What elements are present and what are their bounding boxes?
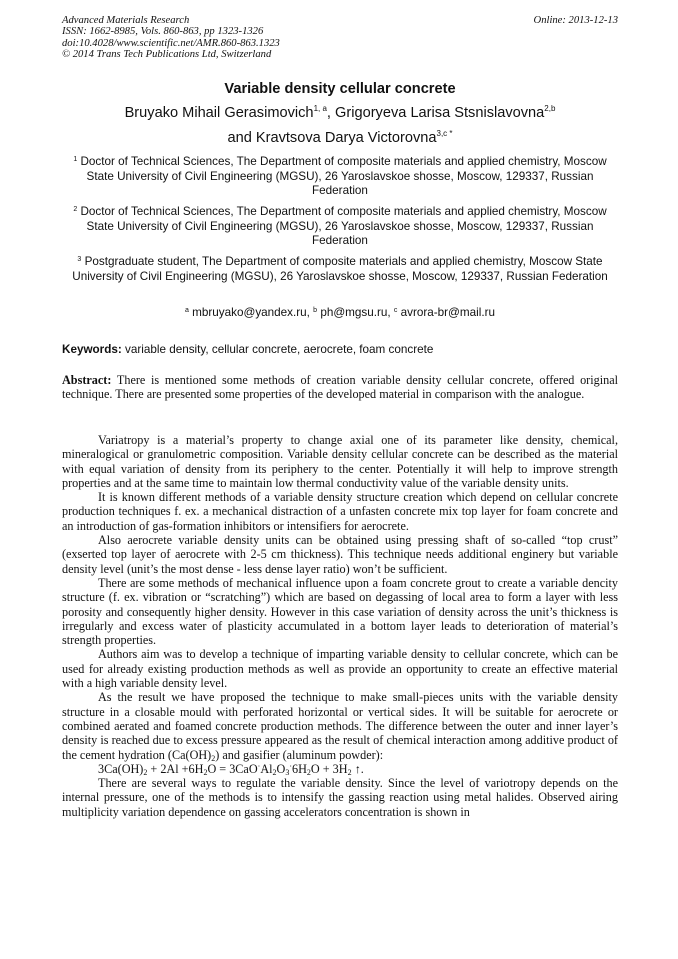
eq-part: ↑. [351, 761, 364, 776]
paragraph-4: There are some methods of mechanical influence upon a foam concrete grout to create a variable dencity structure (f. ex. vibration or “scratching”) which are based on degassing of local area to form a layer with less porosity and consequently higher density. However in this case variation of density across the unit’s thickness is irregularly and excess water of plasticity accumulated in a bottom layer leads to deterioration of material’s strength properties. [62, 575, 618, 648]
affiliation-2-text: Doctor of Technical Sciences, The Department of composite materials and applied chemistry, Moscow State University of Civil Engineering (MGSU), 26 Yaroslavskoe shosse, Moscow, 129337, Russian Federation [80, 205, 607, 248]
eq-sub: 2 [347, 767, 352, 777]
author-2-affil: 2,b [544, 104, 556, 113]
email-b-marker: b [313, 307, 318, 314]
eq-sub: 2 [143, 767, 148, 777]
paragraph-5: Authors aim was to develop a technique of imparting variable density to cellular concrete, which can be used for already existing production methods as well as provide an opportunity to create an effective material with a high variable density level. [62, 647, 618, 691]
online-date: Online: 2013-12-13 [533, 15, 618, 26]
affiliation-1 [62, 155, 618, 199]
author-list [62, 101, 618, 151]
affiliation-3 [62, 255, 618, 284]
eq-part: + 2Al +6H [147, 761, 204, 776]
eq-part: 3Ca(OH) [98, 761, 144, 776]
paragraph-6 [62, 690, 618, 761]
paragraph-1: Variatropy is a material’s property to change axial one of its parameter like density, chemical, mineralogical or granulometric composition. Variable density cellular concrete can be described as the material with equal variation of density from its periphery to the center. Potentially it will help to improve strength properties and at the same time to maintain low thermal conductivity value of the variable density units. [62, 433, 618, 490]
email-line [62, 306, 618, 320]
author-and: and [227, 130, 256, 146]
eq-dot: · [257, 761, 261, 771]
author-1: Bruyako Mihail Gerasimovich [124, 105, 314, 121]
keywords-text: variable density, cellular concrete, aerocrete, foam concrete [121, 343, 434, 356]
eq-part: 6H [291, 761, 307, 776]
email-c[interactable]: avrora-br@mail.ru [400, 306, 495, 319]
eq-part: Al [260, 761, 273, 776]
journal-name: Advanced Materials Research [62, 15, 190, 26]
doi-line[interactable]: doi:10.4028/www.scientific.net/AMR.860-863.1323 [62, 37, 280, 49]
paragraph-2: It is known different methods of a variable density structure creation which depend on cellular concrete production techniques f. ex. a mechanical distraction of a unfasten concrete mix top layer for foam concrete and an introduction of gas-formation inhibitors or intensifiers for aerocrete. [62, 490, 618, 533]
paragraph-3: Also aerocrete variable density units can be obtained using pressing shaft of so-called “top crust” (exserted top layer of aerocrete with 2-5 cm thickness). This technique needs additional enginery but variable density level (unit’s the most dense - less dense layer ratio) won’t be sufficient. [62, 533, 618, 576]
paragraph-6-tail: ) and gasifier (aluminum powder): [215, 747, 384, 762]
abstract-label: Abstract: [62, 373, 112, 387]
paragraph-6-text: As the result we have proposed the technique to make small-pieces units with the variable density structure in a closable mould with perforated horizontal or vertical sides. It will be suitable for aerocrete or combined aerated and foamed concrete production methods. The difference between the outer and inner layer’s density is reached due to excess pressure appeared as the result of chemical interaction among additive product of the cement hydration (Ca(OH) [62, 690, 618, 762]
issn-line: ISSN: 1662-8985, Vols. 860-863, pp 1323-1326 [62, 26, 264, 38]
author-line-1 [62, 101, 618, 126]
keywords-label: Keywords: [62, 343, 122, 356]
journal-header [62, 15, 618, 60]
eq-dot: · [289, 761, 292, 771]
email-c-marker: c [393, 307, 398, 314]
copyright-line: © 2014 Trans Tech Publications Ltd, Switzerland [62, 48, 272, 60]
keywords [62, 343, 618, 357]
paragraph-7: There are several ways to regulate the variable density. Since the level of variotropy depends on the internal pressure, one of the methods is to intensify the gassing reaction using metal halides. Observed airing multiplicity variation dependence on gassing accelerators concentration is shown in [62, 776, 618, 819]
abstract-text: There is mentioned some methods of creation variable density cellular concrete, offered original technique. There are presented some properties of the developed material in comparison with the analogue. [62, 373, 618, 402]
eq-sub: 3 [285, 767, 290, 777]
affiliation-2 [62, 205, 618, 249]
author-line-2 [62, 126, 618, 151]
email-a-marker: a [184, 307, 189, 314]
author-separator: , [326, 105, 336, 121]
affiliation-3-number: 3 [77, 256, 82, 263]
eq-sub: 2 [272, 767, 277, 777]
chemical-equation [62, 762, 618, 776]
author-1-affil: 1, a [313, 104, 327, 113]
eq-sub: 2 [203, 767, 208, 777]
eq-part: O = 3CaO [207, 761, 258, 776]
email-a[interactable]: mbruyako@yandex.ru, [192, 306, 314, 319]
affiliation-2-number: 2 [73, 206, 78, 213]
author-3: Kravtsova Darya Victorovna [255, 130, 437, 146]
eq-part: O + 3H [310, 761, 348, 776]
affiliation-1-text: Doctor of Technical Sciences, The Department of composite materials and applied chemistry, Moscow State University of Civil Engineering (MGSU), 26 Yaroslavskoe shosse, Moscow, 129337, Russian Federation [80, 155, 607, 198]
body-text [62, 433, 618, 819]
eq-part: O [276, 761, 286, 776]
affiliation-1-number: 1 [73, 156, 78, 163]
author-3-affil: 3,c * [436, 129, 453, 138]
eq-sub: 2 [306, 767, 311, 777]
email-b[interactable]: ph@mgsu.ru, [320, 306, 394, 319]
abstract [62, 373, 618, 402]
paper-title: Variable density cellular concrete [224, 81, 456, 97]
author-2: Grigoryeva Larisa Stsnislavovna [335, 105, 545, 121]
affiliation-3-text: Postgraduate student, The Department of composite materials and applied chemistry, Moscow State University of Civil Engineering (MGSU), 26 Yaroslavskoe shosse, Moscow, 129337, Russian Federation [72, 255, 608, 283]
paragraph-6-sub: 2 [211, 753, 216, 763]
